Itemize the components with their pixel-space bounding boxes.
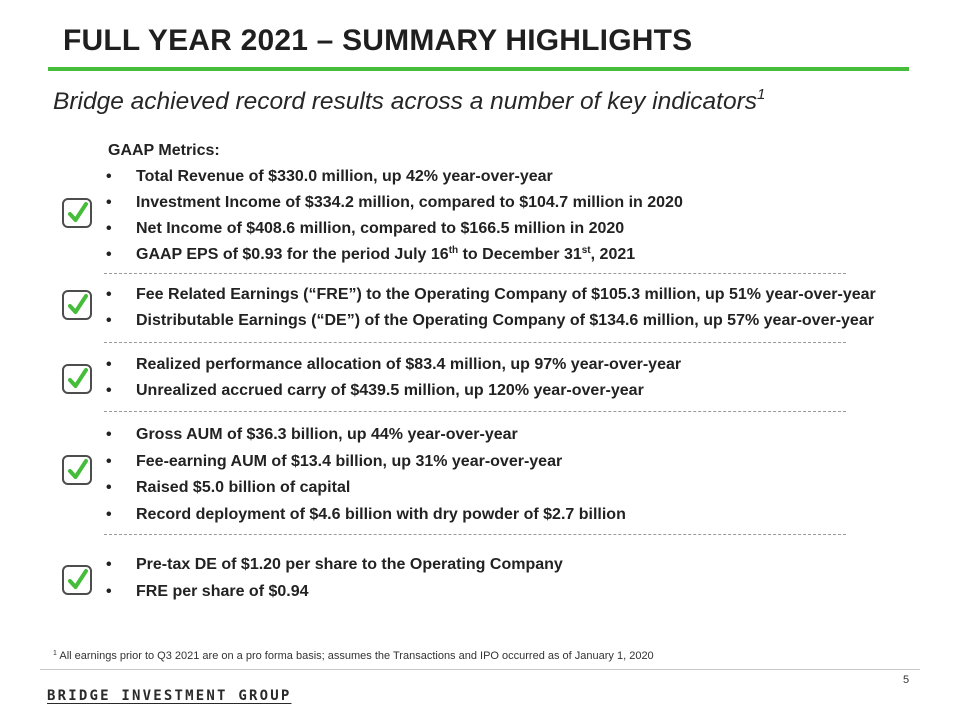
page-number: 5 xyxy=(903,674,910,686)
checkmark-icon xyxy=(67,201,89,225)
ordinal-suffix: st xyxy=(581,245,591,256)
gaap-metrics-label: GAAP Metrics: xyxy=(108,142,220,159)
checkmark-icon xyxy=(67,568,89,592)
bullet-text-a: GAAP EPS of $0.93 for the period July 16 xyxy=(136,246,449,263)
bullet-marker: • xyxy=(106,286,112,303)
bullet-text: Realized performance allocation of $83.4 million, up 97% year-over-year xyxy=(136,356,682,373)
bullet-text: Net Income of $408.6 million, compared to $166.5 million in 2020 xyxy=(136,220,625,237)
footnote xyxy=(53,650,654,662)
bullet-item xyxy=(106,426,518,444)
company-logo: BRIDGE INVESTMENT GROUP xyxy=(47,688,292,704)
checkbox-group-4 xyxy=(62,455,92,485)
bullet-text-b: to December 31 xyxy=(458,246,582,263)
bullet-marker: • xyxy=(106,453,112,470)
bullet-marker: • xyxy=(106,382,112,399)
bullet-item xyxy=(106,583,309,601)
bullet-text: FRE per share of $0.94 xyxy=(136,583,309,600)
subtitle-footnote-ref: 1 xyxy=(757,86,766,103)
bullet-marker: • xyxy=(106,426,112,443)
bullet-text: Total Revenue of $330.0 million, up 42% year-over-year xyxy=(136,168,553,185)
bullet-marker: • xyxy=(106,246,112,263)
bullet-item xyxy=(106,506,626,524)
bullet-text: Pre-tax DE of $1.20 per share to the Operating Company xyxy=(136,556,563,573)
bullet-text: Distributable Earnings (“DE”) of the Operating Company of $134.6 million, up 57% year-over-year xyxy=(136,312,874,329)
bullet-text: Unrealized accrued carry of $439.5 million, up 120% year-over-year xyxy=(136,382,644,399)
checkbox-group-5 xyxy=(62,565,92,595)
bullet-item xyxy=(106,286,876,304)
group-divider xyxy=(104,411,846,412)
bullet-text: Fee Related Earnings (“FRE”) to the Operating Company of $105.3 million, up 51% year-over-year xyxy=(136,286,876,303)
checkbox-group-2 xyxy=(62,290,92,320)
title-underline xyxy=(48,67,909,71)
bullet-marker: • xyxy=(106,506,112,523)
ordinal-suffix: th xyxy=(448,245,459,256)
bullet-item xyxy=(106,194,683,212)
bullet-marker: • xyxy=(106,194,112,211)
checkmark-icon xyxy=(67,367,89,391)
group-divider xyxy=(104,273,846,274)
bullet-item xyxy=(106,556,563,574)
group-divider xyxy=(104,342,846,343)
checkmark-icon xyxy=(67,458,89,482)
footnote-marker: 1 xyxy=(53,650,57,657)
bullet-item xyxy=(106,479,350,497)
checkbox-group-3 xyxy=(62,364,92,394)
subtitle-text: Bridge achieved record results across a number of key indicators xyxy=(53,88,758,115)
bullet-marker: • xyxy=(106,220,112,237)
checkbox-group-1 xyxy=(62,198,92,228)
bullet-item xyxy=(106,356,681,374)
bullet-item xyxy=(106,453,562,471)
bullet-item xyxy=(106,168,553,186)
bullet-text-c: , 2021 xyxy=(590,246,636,263)
bullet-item xyxy=(106,246,635,264)
bullet-marker: • xyxy=(106,312,112,329)
checkmark-icon xyxy=(67,293,89,317)
group-divider xyxy=(104,534,846,535)
bullet-text: Fee-earning AUM of $13.4 billion, up 31% year-over-year xyxy=(136,453,563,470)
page-title: FULL YEAR 2021 – SUMMARY HIGHLIGHTS xyxy=(63,24,693,57)
bullet-text: Gross AUM of $36.3 billion, up 44% year-over-year xyxy=(136,426,518,443)
footer-divider xyxy=(40,669,920,670)
bullet-marker: • xyxy=(106,583,112,600)
bullet-marker: • xyxy=(106,556,112,573)
bullet-item xyxy=(106,312,874,330)
bullet-text: Investment Income of $334.2 million, compared to $104.7 million in 2020 xyxy=(136,194,683,211)
bullet-marker: • xyxy=(106,356,112,373)
bullet-marker: • xyxy=(106,168,112,185)
bullet-text: Raised $5.0 billion of capital xyxy=(136,479,351,496)
page-subtitle xyxy=(53,88,765,116)
bullet-text: Record deployment of $4.6 billion with dry powder of $2.7 billion xyxy=(136,506,626,523)
bullet-item xyxy=(106,382,644,400)
bullet-item xyxy=(106,220,624,238)
bullet-marker: • xyxy=(106,479,112,496)
footnote-text: All earnings prior to Q3 2021 are on a pro forma basis; assumes the Transactions and IPO occurred as of January 1, 2020 xyxy=(56,650,654,662)
